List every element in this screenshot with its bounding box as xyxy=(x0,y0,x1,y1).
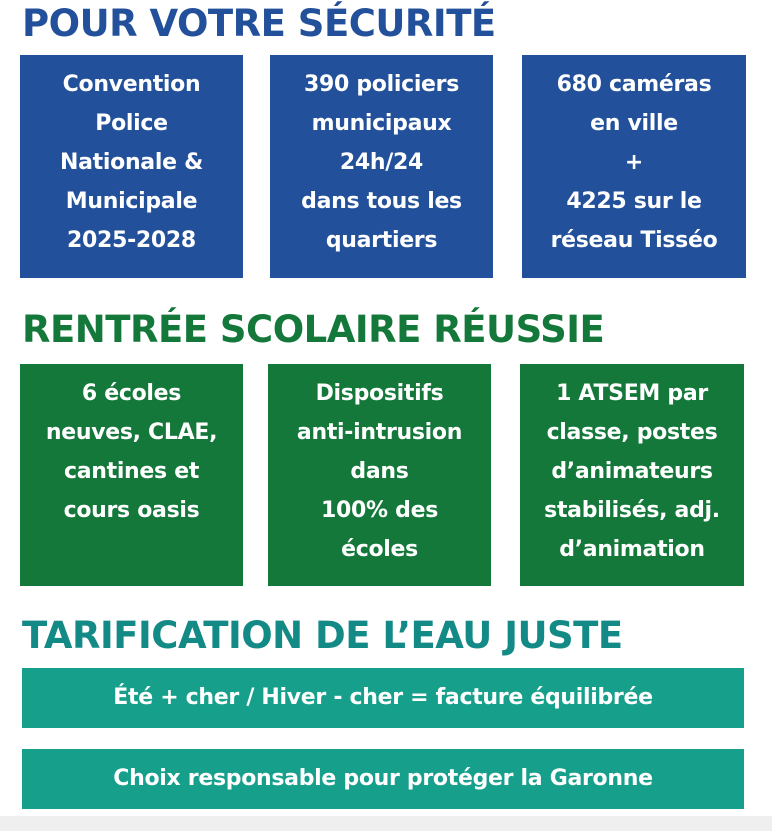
card-line: Police xyxy=(95,111,168,136)
card-line: cantines et xyxy=(63,459,200,484)
card-line: stabilisés, adj. xyxy=(544,498,720,523)
bar-proteger-garonne: Choix responsable pour protéger la Garonne xyxy=(22,749,744,809)
card-line: 390 policiers xyxy=(303,72,460,97)
bar-facture-equilibree: Été + cher / Hiver - cher = facture équilibrée xyxy=(22,668,744,728)
card-line: en ville xyxy=(590,111,678,136)
card-line: écoles xyxy=(341,537,418,562)
card-line: Dispositifs xyxy=(315,381,444,406)
card-line: 1 ATSEM par xyxy=(556,381,708,406)
card-line: 6 écoles xyxy=(81,381,182,406)
section-title-securite: POUR VOTRE SÉCURITÉ xyxy=(22,2,496,45)
card-line: + xyxy=(624,150,644,175)
card-convention-police xyxy=(20,55,243,278)
bottom-strip xyxy=(0,816,772,831)
card-line: réseau Tisséo xyxy=(550,228,718,253)
card-line: anti-intrusion xyxy=(296,420,463,445)
card-anti-intrusion xyxy=(268,364,491,586)
card-line: classe, postes xyxy=(546,420,718,445)
card-line: d’animateurs xyxy=(551,459,713,484)
card-line: Nationale & xyxy=(60,150,203,175)
card-line: 2025-2028 xyxy=(67,228,196,253)
card-policiers-municipaux xyxy=(270,55,493,278)
card-line: municipaux xyxy=(311,111,452,136)
card-line: cours oasis xyxy=(63,498,200,523)
card-cameras xyxy=(522,55,746,278)
card-line: dans xyxy=(350,459,409,484)
card-line: 24h/24 xyxy=(339,150,424,175)
section-title-scolaire: RENTRÉE SCOLAIRE RÉUSSIE xyxy=(22,308,605,351)
card-line: Convention xyxy=(62,72,201,97)
card-atsem xyxy=(520,364,744,586)
card-line: 4225 sur le xyxy=(566,189,702,214)
card-line: d’animation xyxy=(559,537,705,562)
card-line: 100% des xyxy=(321,498,438,523)
card-line: neuves, CLAE, xyxy=(45,420,218,445)
card-line: dans tous les xyxy=(301,189,462,214)
card-line: quartiers xyxy=(325,228,438,253)
card-line: 680 caméras xyxy=(556,72,712,97)
card-ecoles-neuves xyxy=(20,364,243,586)
section-title-eau: TARIFICATION DE L’EAU JUSTE xyxy=(22,614,623,657)
card-line: Municipale xyxy=(65,189,198,214)
